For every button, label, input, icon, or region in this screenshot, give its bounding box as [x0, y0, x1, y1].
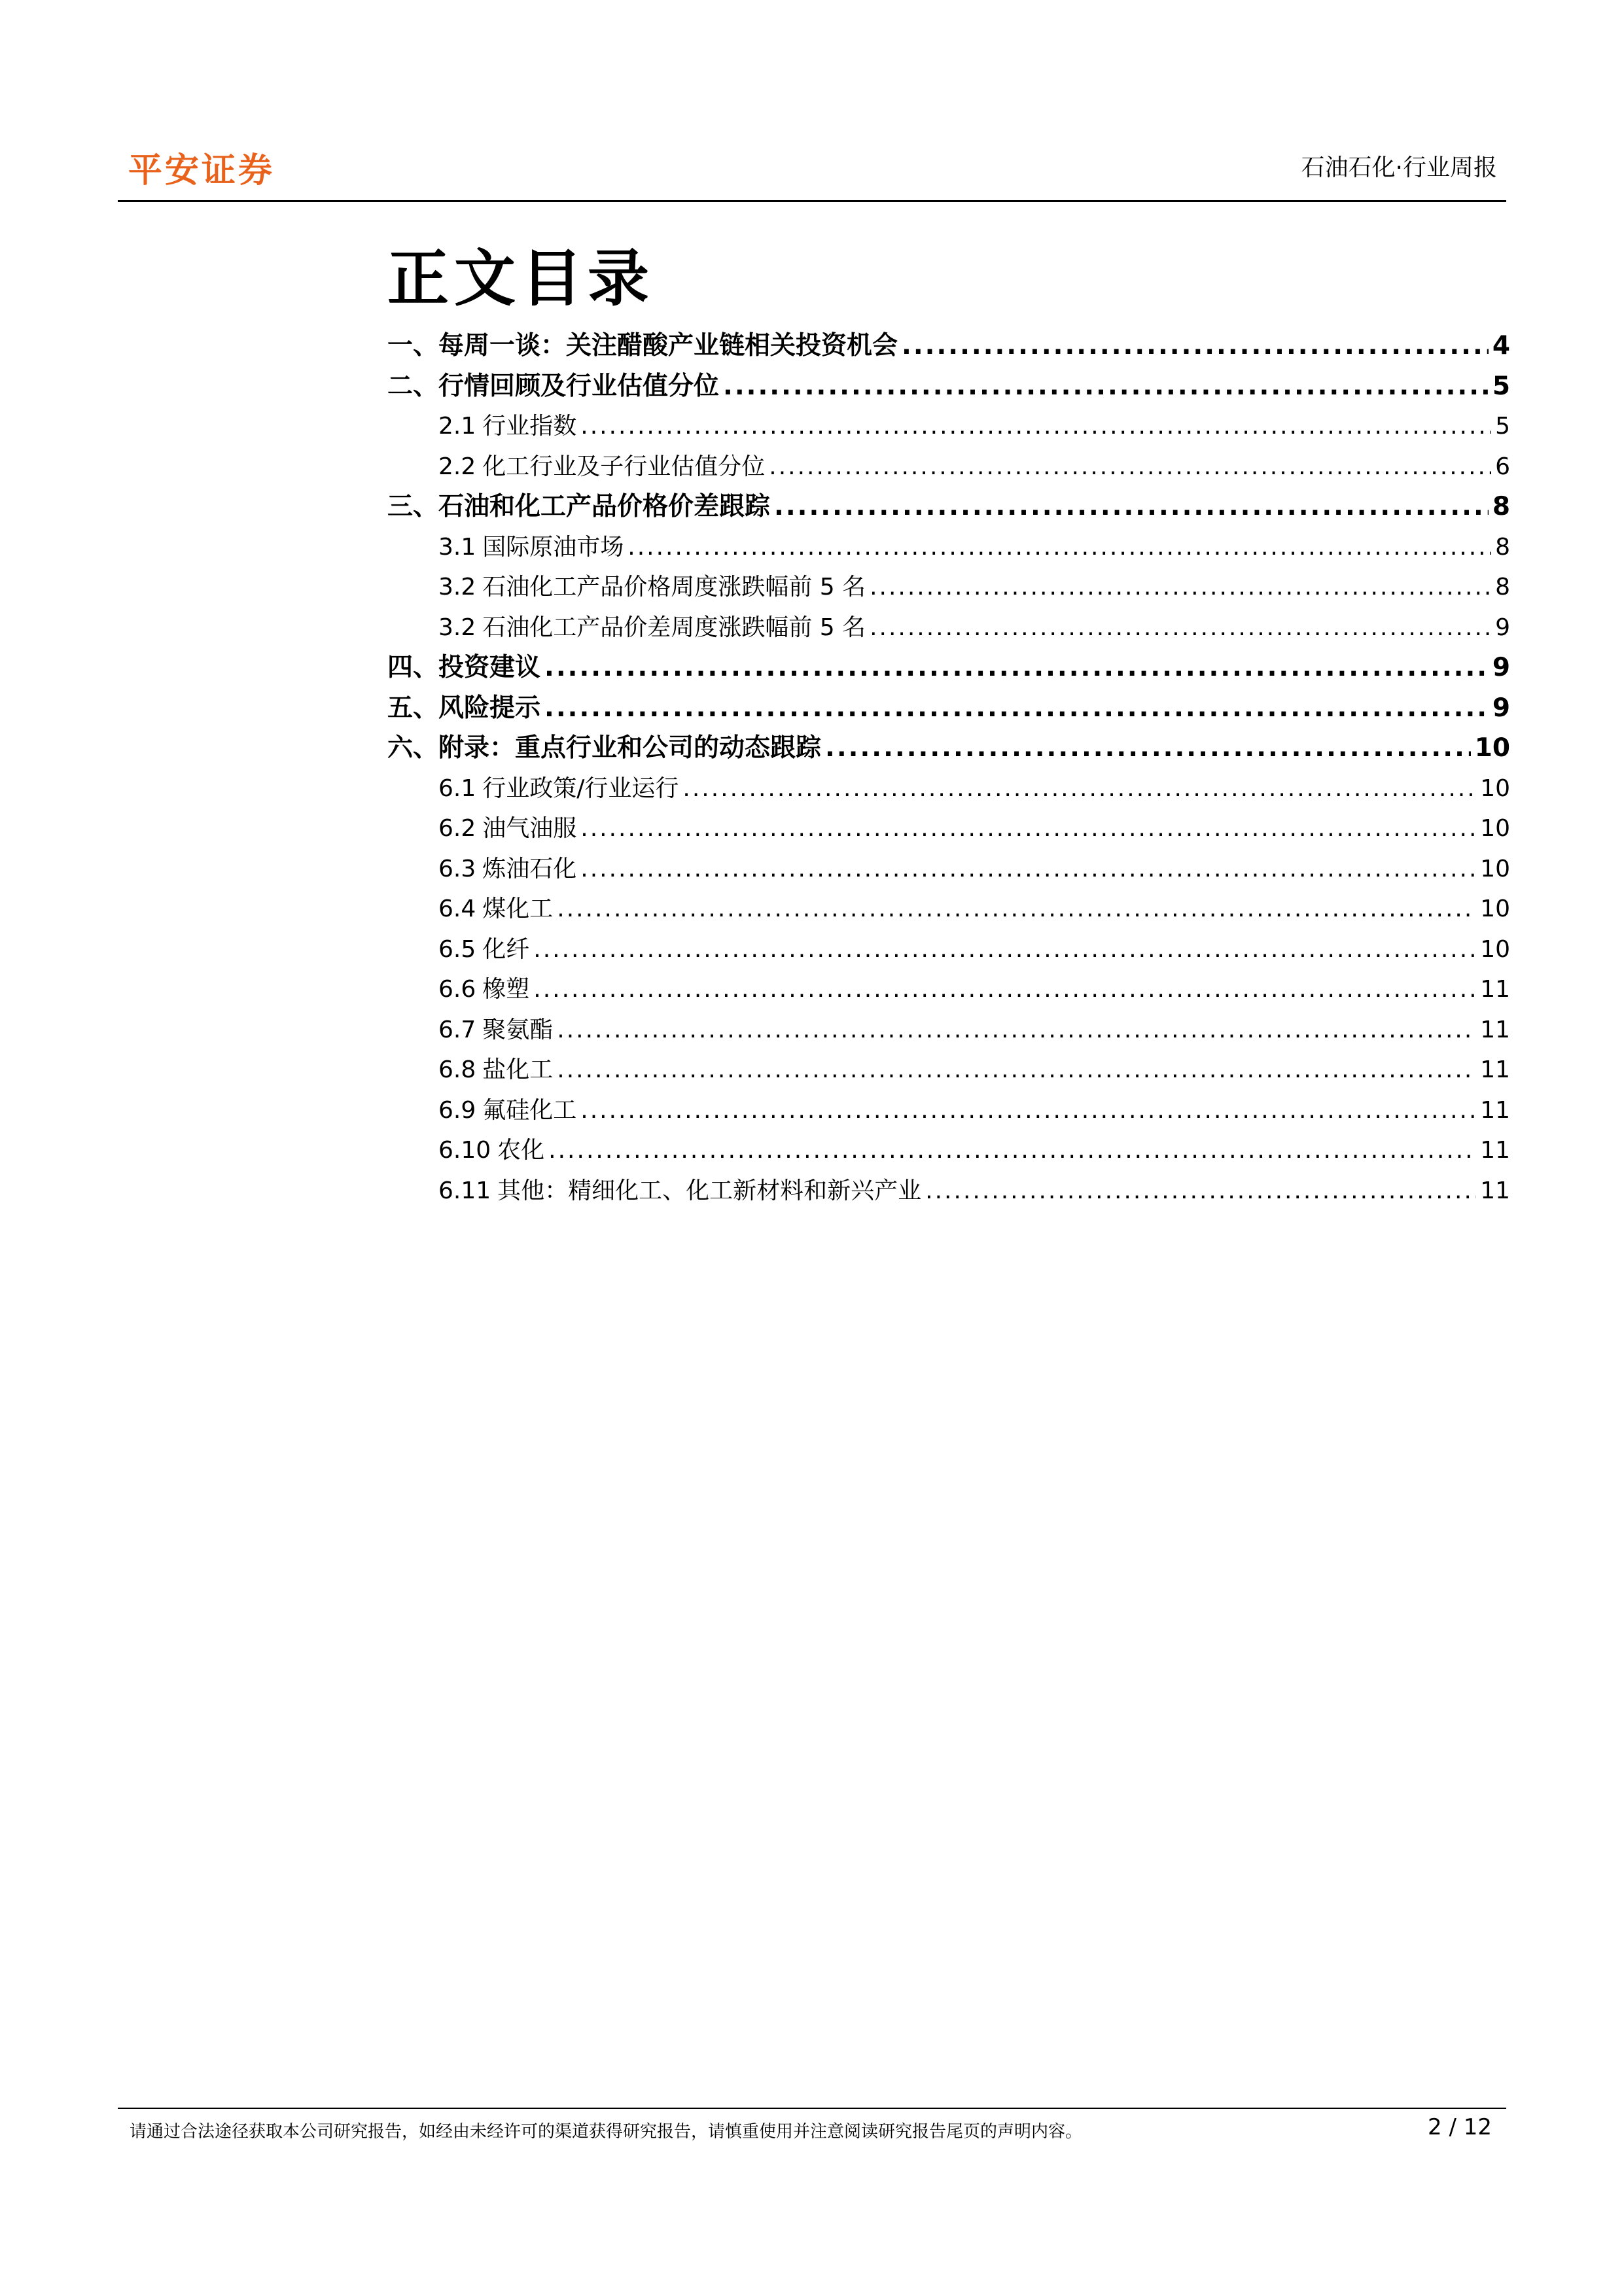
toc-dot-leader — [557, 1010, 1476, 1051]
toc-subsection-entry[interactable] — [387, 969, 1510, 1010]
toc-entry-page: 9 — [1492, 693, 1510, 723]
toc-dot-leader — [627, 527, 1491, 568]
toc-subsection-entry[interactable] — [387, 889, 1510, 930]
toc-dot-leader — [925, 1171, 1476, 1211]
toc-entry-page: 4 — [1492, 331, 1510, 360]
toc-subsection-entry[interactable] — [387, 809, 1510, 849]
toc-section-entry[interactable] — [387, 688, 1510, 729]
toc-dot-leader — [533, 969, 1476, 1010]
toc-entry-page: 11 — [1480, 976, 1510, 1003]
toc-entry-title: 化工行业及子行业估值分位 — [482, 453, 766, 480]
toc-entry-number: 2.2 — [438, 453, 476, 480]
toc-entry-page: 6 — [1495, 453, 1510, 480]
toc-entry-page: 8 — [1495, 533, 1510, 561]
toc-dot-leader — [580, 1090, 1476, 1131]
toc-entry-number: 四、 — [387, 653, 439, 682]
toc-entry-number: 六、 — [387, 733, 439, 763]
toc-entry-page: 11 — [1480, 1016, 1510, 1043]
toc-subsection-entry[interactable] — [387, 930, 1510, 970]
toc-section-entry[interactable] — [387, 728, 1510, 769]
toc-entry-number: 6.3 — [438, 855, 476, 882]
toc-dot-leader — [825, 728, 1471, 769]
toc-entry-title: 油气油服 — [482, 815, 577, 842]
toc-entry-page: 5 — [1495, 413, 1510, 440]
toc-entry-number: 6.2 — [438, 815, 476, 842]
page-title: 正文目录 — [387, 243, 655, 315]
toc-entry-title: 行业政策/行业运行 — [482, 774, 679, 802]
toc-dot-leader — [774, 487, 1489, 527]
toc-dot-leader — [723, 366, 1489, 407]
toc-entry-title: 投资建议 — [438, 653, 541, 682]
toc-entry-number: 6.7 — [438, 1016, 476, 1043]
toc-subsection-entry[interactable] — [387, 608, 1510, 648]
toc-subsection-entry[interactable] — [387, 1010, 1510, 1051]
toc-entry-title: 石油和化工产品价格价差跟踪 — [438, 492, 771, 521]
toc-subsection-entry[interactable] — [387, 447, 1510, 487]
toc-subsection-entry[interactable] — [387, 406, 1510, 447]
toc-entry-number: 6.11 — [438, 1177, 491, 1204]
toc-dot-leader — [548, 1130, 1476, 1171]
toc-subsection-entry[interactable] — [387, 769, 1510, 809]
toc-entry-page: 8 — [1495, 574, 1510, 600]
toc-entry-page: 9 — [1495, 614, 1510, 641]
toc-entry-title: 行业指数 — [482, 413, 577, 440]
toc-entry-page: 10 — [1480, 855, 1510, 882]
toc-dot-leader — [769, 447, 1491, 487]
toc-section-entry[interactable] — [387, 487, 1510, 527]
toc-subsection-entry[interactable] — [387, 1171, 1510, 1211]
toc-dot-leader — [544, 648, 1489, 688]
toc-dot-leader — [533, 930, 1476, 970]
toc-subsection-entry[interactable] — [387, 1130, 1510, 1171]
toc-entry-page: 10 — [1480, 815, 1510, 842]
toc-entry-number: 6.9 — [438, 1096, 476, 1124]
toc-subsection-entry[interactable] — [387, 567, 1510, 608]
toc-dot-leader — [682, 769, 1476, 809]
toc-entry-number: 6.4 — [438, 896, 476, 922]
toc-dot-leader — [870, 608, 1491, 648]
toc-dot-leader — [902, 326, 1489, 366]
toc-section-entry[interactable] — [387, 366, 1510, 407]
toc-entry-number: 2.1 — [438, 413, 476, 440]
toc-entry-page: 5 — [1492, 371, 1510, 401]
toc-entry-number: 6.6 — [438, 976, 476, 1003]
page-header — [118, 131, 1506, 203]
toc-entry-page: 11 — [1480, 1137, 1510, 1164]
toc-entry-page: 10 — [1474, 733, 1510, 763]
toc-entry-number: 二、 — [387, 371, 439, 401]
footer-disclaimer: 请通过合法途径获取本公司研究报告，如经由未经许可的渠道获得研究报告，请慎重使用并注意阅读研究报告尾页的声明内容。 — [130, 2122, 1083, 2142]
toc-entry-number: 五、 — [387, 693, 439, 723]
toc-subsection-entry[interactable] — [387, 1090, 1510, 1131]
toc-entry-title: 行情回顾及行业估值分位 — [438, 371, 720, 401]
toc-entry-number: 6.8 — [438, 1056, 476, 1083]
toc-entry-number: 6.1 — [438, 774, 476, 802]
toc-dot-leader — [580, 406, 1491, 447]
toc-entry-page: 10 — [1480, 774, 1510, 802]
toc-entry-page: 11 — [1480, 1177, 1510, 1204]
toc-entry-number: 一、 — [387, 331, 439, 360]
brand-logo: 平安证券 — [128, 151, 275, 190]
toc-entry-page: 10 — [1480, 896, 1510, 922]
toc-entry-title: 石油化工产品价差周度涨跌幅前 5 名 — [482, 614, 866, 641]
toc-entry-title: 风险提示 — [438, 693, 541, 723]
table-of-contents — [387, 326, 1510, 1211]
toc-entry-title: 每周一谈：关注醋酸产业链相关投资机会 — [438, 331, 898, 360]
toc-section-entry[interactable] — [387, 648, 1510, 688]
toc-entry-title: 化纤 — [482, 935, 530, 963]
toc-dot-leader — [580, 849, 1476, 890]
toc-entry-number: 3.2 — [438, 614, 476, 641]
toc-dot-leader — [870, 567, 1491, 608]
toc-entry-title: 其他：精细化工、化工新材料和新兴产业 — [497, 1177, 922, 1204]
toc-dot-leader — [544, 688, 1489, 729]
toc-subsection-entry[interactable] — [387, 849, 1510, 890]
toc-section-entry[interactable] — [387, 326, 1510, 366]
toc-entry-number: 3.2 — [438, 574, 476, 600]
toc-dot-leader — [557, 889, 1476, 930]
toc-entry-title: 国际原油市场 — [482, 533, 624, 561]
toc-entry-page: 8 — [1492, 492, 1510, 521]
toc-entry-number: 6.10 — [438, 1137, 491, 1164]
report-type-label: 石油石化·行业周报 — [1301, 154, 1497, 181]
toc-entry-page: 11 — [1480, 1056, 1510, 1083]
toc-entry-page: 9 — [1492, 653, 1510, 682]
toc-entry-number: 三、 — [387, 492, 439, 521]
toc-entry-title: 橡塑 — [482, 976, 530, 1003]
footer-divider — [118, 2108, 1506, 2109]
toc-entry-title: 炼油石化 — [482, 855, 577, 882]
toc-entry-title: 附录：重点行业和公司的动态跟踪 — [438, 733, 822, 763]
toc-entry-title: 石油化工产品价格周度涨跌幅前 5 名 — [482, 574, 866, 600]
toc-dot-leader — [580, 809, 1476, 849]
toc-subsection-entry[interactable] — [387, 527, 1510, 568]
page-number: 2 / 12 — [1428, 2114, 1492, 2140]
header-divider — [118, 200, 1506, 202]
toc-entry-number: 3.1 — [438, 533, 476, 561]
toc-entry-title: 盐化工 — [482, 1056, 554, 1083]
toc-entry-title: 聚氨酯 — [482, 1016, 554, 1043]
toc-entry-title: 氟硅化工 — [482, 1096, 577, 1124]
toc-entry-number: 6.5 — [438, 935, 476, 963]
toc-entry-title: 煤化工 — [482, 896, 554, 922]
toc-subsection-entry[interactable] — [387, 1050, 1510, 1090]
toc-dot-leader — [557, 1050, 1476, 1090]
toc-entry-page: 10 — [1480, 935, 1510, 963]
toc-entry-page: 11 — [1480, 1096, 1510, 1124]
toc-entry-title: 农化 — [497, 1137, 545, 1164]
